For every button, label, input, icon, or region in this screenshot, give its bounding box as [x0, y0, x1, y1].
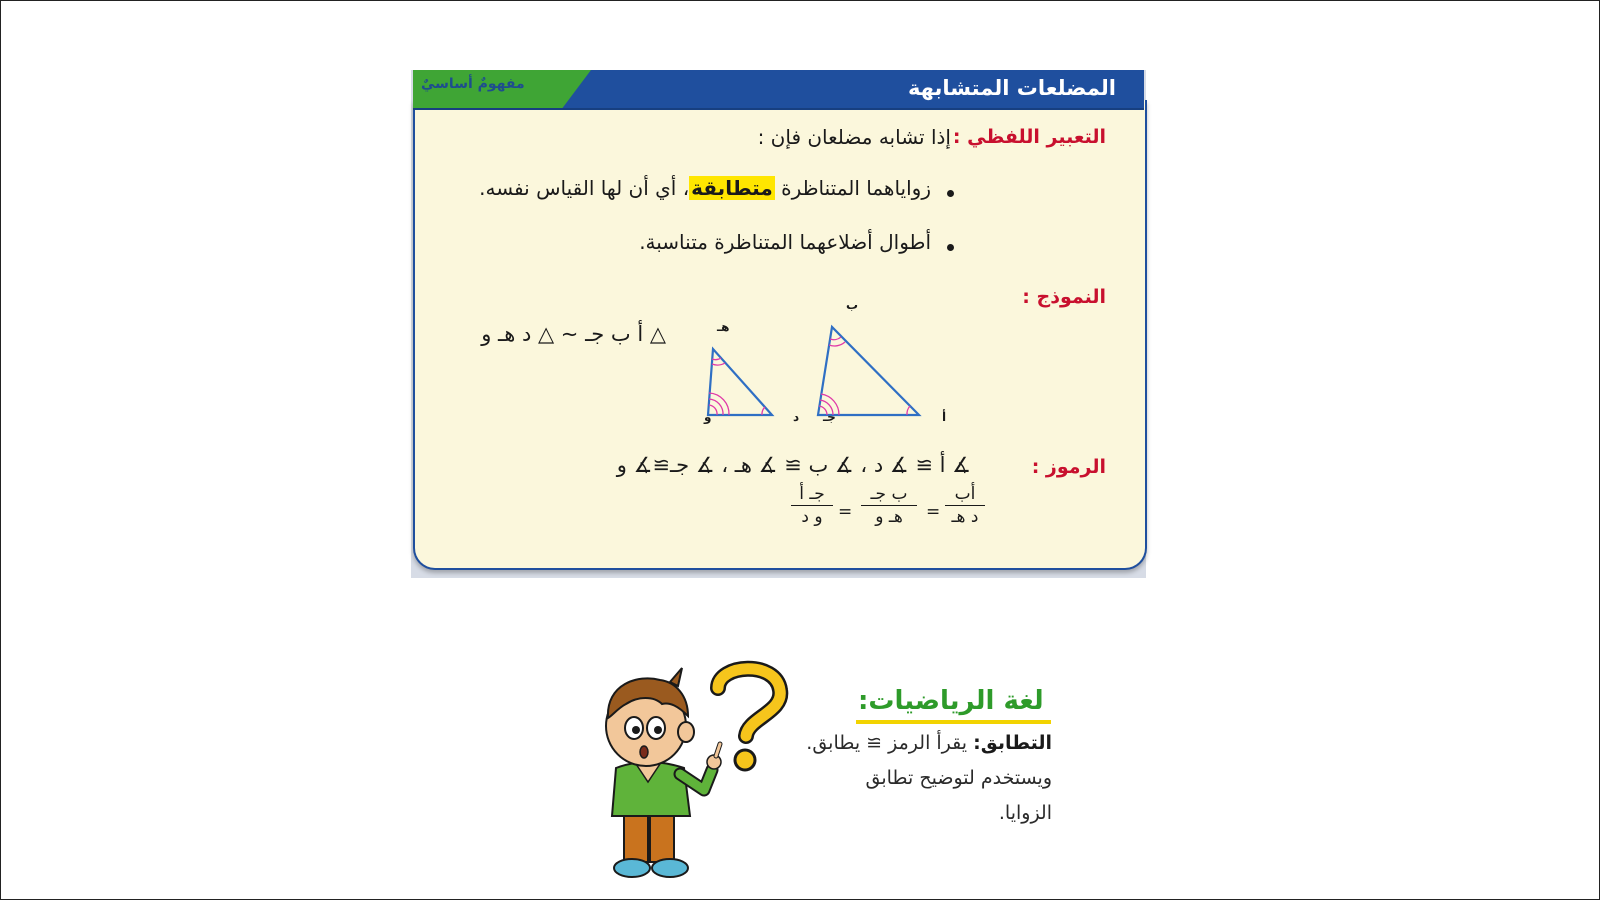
- math-language-title: لغة الرياضيات:: [858, 686, 1044, 716]
- math-language-line-2: ويستخدم لتوضيح تطابق: [865, 767, 1052, 789]
- symbols-label: الرموز :: [1031, 456, 1106, 478]
- ratio-ab-de: أب د هـ: [945, 484, 985, 527]
- math-language-line-3: الزوايا.: [998, 802, 1052, 824]
- bullet-dot: [947, 190, 954, 197]
- vertex-c: جـ: [823, 410, 836, 424]
- angle-congruences: ∡ أ ≅ ∡ د ، ∡ ب ≅ ∡ هـ ، ∡ جـ≅∡ و: [616, 453, 971, 477]
- vertex-b: ب: [846, 298, 859, 312]
- equals-sign: =: [838, 502, 853, 522]
- thinking-boy-with-question-mark-icon: [598, 660, 798, 892]
- verbal-label: التعبير اللفظي :: [952, 126, 1106, 148]
- similar-triangles-figure: [691, 295, 951, 425]
- small-triangle: [708, 349, 772, 415]
- concept-tag: مفهومٌ أساسيٌ: [421, 76, 525, 92]
- similarity-statement: △ أ ب جـ ∽ △ د هـ و: [481, 322, 666, 346]
- ratio-ca-wd: جـ أ و د: [791, 484, 833, 527]
- key-concept-card: [411, 70, 1146, 578]
- equals-sign: =: [926, 502, 941, 522]
- math-language-line-1: التطابق: يقرأ الرمز ≅ يطابق.: [806, 732, 1052, 754]
- verbal-intro: إذا تشابه مضلعان فإن :: [757, 125, 951, 149]
- model-label: النموذج :: [1022, 286, 1106, 308]
- vertex-w: و: [704, 410, 712, 424]
- bullet-2: أطوال أضلاعهما المتناظرة متناسبة.: [639, 230, 931, 254]
- ratio-bc-hw: ب جـ هـ و: [861, 484, 917, 527]
- bullet-1: زواياهما المتناظرة متطابقة، أي أن لها القياس نفسه.: [479, 176, 931, 200]
- vertex-a: أ: [942, 410, 947, 424]
- big-triangle: [818, 327, 919, 415]
- highlight-congruent: متطابقة: [691, 176, 773, 200]
- bullet-dot: [947, 244, 954, 251]
- vertex-d: د: [793, 410, 800, 424]
- vertex-h: هـ: [717, 320, 730, 334]
- card-title: المضلعات المتشابهة: [907, 76, 1116, 100]
- math-language-underline: [856, 720, 1051, 724]
